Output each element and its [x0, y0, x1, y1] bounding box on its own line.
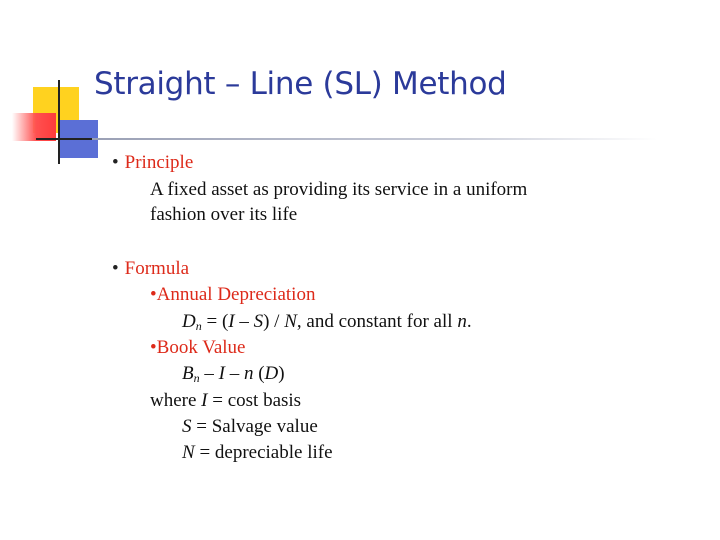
book-value-formula — [182, 363, 285, 386]
salvage-value-def: = Salvage value — [191, 416, 318, 437]
period: . — [466, 311, 472, 332]
slide-title: Straight – Line (SL) Method — [94, 66, 507, 102]
var-i: I — [201, 390, 208, 411]
var-d: D — [182, 311, 196, 332]
paren-close: ) — [278, 363, 285, 384]
title-divider — [92, 138, 657, 140]
sub-n: n — [193, 371, 200, 385]
formula-bullet — [112, 258, 189, 280]
bullet-icon: • — [112, 152, 119, 173]
eq: – — [199, 363, 219, 384]
close-div: ) / — [263, 311, 285, 332]
sub-n: n — [195, 319, 202, 333]
horizontal-line — [36, 138, 92, 140]
var-s: S — [253, 311, 264, 332]
principle-bullet — [112, 152, 193, 174]
book-value-heading: •Book Value — [150, 337, 246, 358]
minus: – — [224, 363, 244, 384]
where-salvage-value — [182, 416, 318, 438]
var-n: n — [243, 363, 254, 384]
annual-depreciation-formula — [182, 311, 472, 334]
var-i: I — [218, 363, 225, 384]
principle-text-line-2: fashion over its life — [150, 204, 298, 225]
annual-depreciation-heading: •Annual Depreciation — [150, 284, 316, 305]
bullet-icon: • — [112, 258, 119, 279]
where-depreciable-life — [182, 442, 333, 464]
formula-heading: Formula — [124, 258, 190, 279]
principle-heading: Principle — [124, 152, 194, 173]
principle-text-line-1: A fixed asset as providing its service in a uniform — [150, 179, 528, 200]
where-label: where — [150, 390, 202, 411]
var-b: B — [182, 363, 194, 384]
minus: – — [234, 311, 254, 332]
depreciable-life-def: = depreciable life — [194, 442, 333, 463]
where-cost-basis — [150, 390, 301, 412]
red-bar — [12, 113, 56, 141]
var-s: S — [182, 416, 192, 437]
var-n-cap: N — [284, 311, 297, 332]
paren-open: ( — [253, 363, 265, 384]
var-n: n — [457, 311, 467, 332]
var-i: I — [228, 311, 235, 332]
vertical-line — [58, 80, 60, 164]
eq-open: = ( — [201, 311, 229, 332]
constant-text: , and constant for all — [296, 311, 458, 332]
slide-logo-decoration — [0, 0, 100, 170]
var-n-cap: N — [182, 442, 195, 463]
var-d: D — [264, 363, 279, 384]
cost-basis-def: = cost basis — [207, 390, 302, 411]
